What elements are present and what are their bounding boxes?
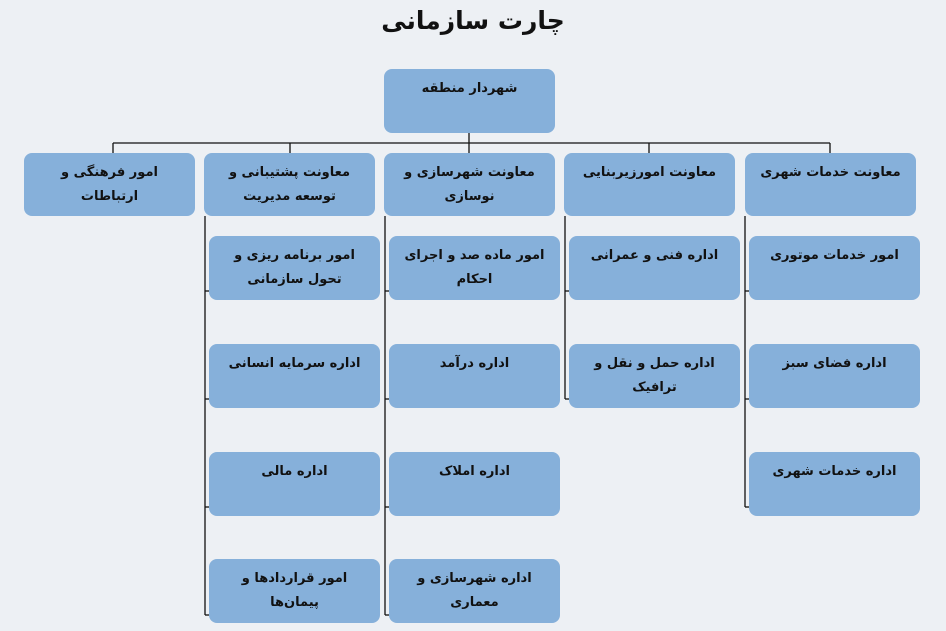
node-dept-urban-services: معاونت خدمات شهری bbox=[745, 153, 916, 216]
node-unit-human-capital: اداره سرمایه انسانی bbox=[209, 344, 380, 408]
node-unit-revenue: اداره درآمد bbox=[389, 344, 560, 408]
node-unit-contracts: امور قراردادها و پیمان‌ها bbox=[209, 559, 380, 623]
node-unit-planning: امور برنامه ریزی و تحول سازمانی bbox=[209, 236, 380, 300]
node-unit-green-space: اداره فضای سبز bbox=[749, 344, 920, 408]
node-unit-architecture: اداره شهرسازی و معماری bbox=[389, 559, 560, 623]
node-unit-city-services: اداره خدمات شهری bbox=[749, 452, 920, 516]
chart-title: چارت سازمانی bbox=[381, 6, 565, 35]
node-unit-article-100: امور ماده صد و اجرای احکام bbox=[389, 236, 560, 300]
node-unit-motor-services: امور خدمات موتوری bbox=[749, 236, 920, 300]
node-dept-urban-planning: معاونت شهرسازی و نوسازی bbox=[384, 153, 555, 216]
node-dept-infrastructure: معاونت امورزیربنایی bbox=[564, 153, 735, 216]
node-unit-property: اداره املاک bbox=[389, 452, 560, 516]
node-unit-technical: اداره فنی و عمرانی bbox=[569, 236, 740, 300]
node-dept-support: معاونت پشتیبانی و توسعه مدیریت bbox=[204, 153, 375, 216]
node-unit-finance: اداره مالی bbox=[209, 452, 380, 516]
node-dept-culture: امور فرهنگی و ارتباطات bbox=[24, 153, 195, 216]
node-unit-transport: اداره حمل و نقل و ترافیک bbox=[569, 344, 740, 408]
node-root: شهردار منطقه bbox=[384, 69, 555, 133]
